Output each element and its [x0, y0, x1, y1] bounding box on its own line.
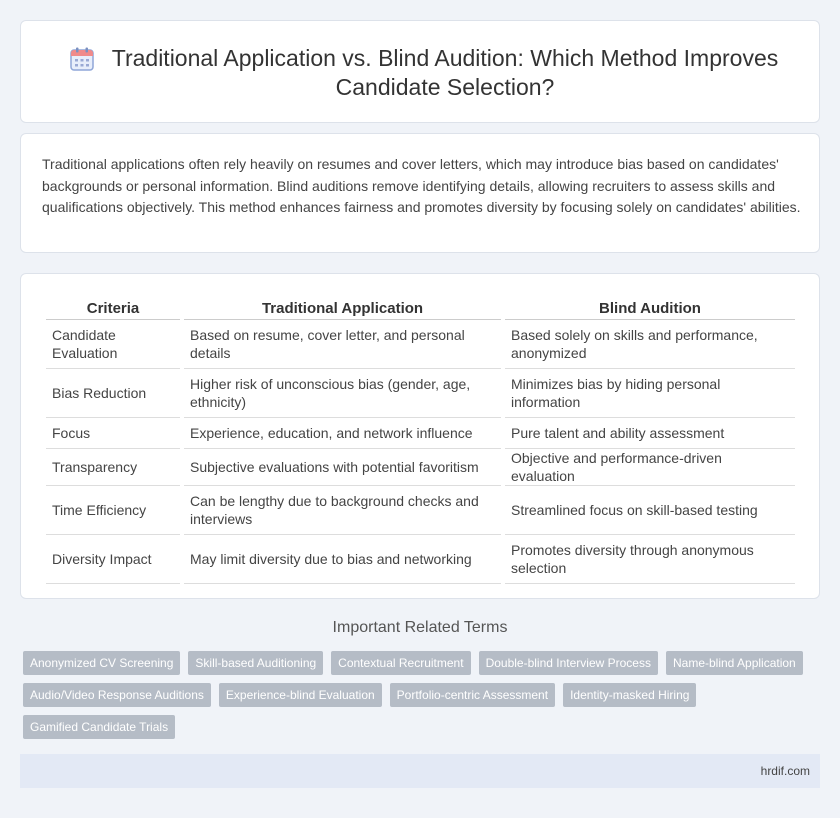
tag-identity-masked-hiring[interactable]: Identity-masked Hiring	[563, 683, 696, 707]
page-title: Traditional Application vs. Blind Audition: Which Method Improves Candidate Selection?	[111, 45, 779, 100]
table-row	[46, 320, 795, 369]
cell-blind: Based solely on skills and performance, anonymized	[505, 320, 795, 369]
footer	[20, 754, 820, 788]
tag-skill-based-auditioning[interactable]: Skill-based Auditioning	[188, 651, 323, 675]
cell-blind: Promotes diversity through anonymous selection	[505, 535, 795, 584]
footer-site-link[interactable]: hrdif.com	[760, 764, 810, 778]
cell-criteria: Focus	[46, 418, 180, 449]
related-terms-tags	[23, 651, 813, 739]
intro-text: Traditional applications often rely heavily on resumes and cover letters, which may introduce bias based on candidates' backgrounds or personal information. Blind auditions remove identifying details, allowing recruiters to assess skills and qualifications objectively. This method enhances fairness and promotes diversity by focusing solely on candidates' abilities.	[42, 156, 801, 215]
tag-name-blind-application[interactable]: Name-blind Application	[666, 651, 803, 675]
cell-traditional: Can be lengthy due to background checks and interviews	[184, 486, 501, 535]
cell-traditional: Subjective evaluations with potential favoritism	[184, 449, 501, 486]
intro-card	[20, 133, 820, 253]
cell-criteria: Time Efficiency	[46, 486, 180, 535]
cell-blind: Pure talent and ability assessment	[505, 418, 795, 449]
tag-contextual-recruitment[interactable]: Contextual Recruitment	[331, 651, 470, 675]
comparison-table	[42, 294, 799, 584]
title-card	[20, 20, 820, 123]
table-header-row	[46, 294, 795, 320]
cell-blind: Streamlined focus on skill-based testing	[505, 486, 795, 535]
tag-audio-video-auditions[interactable]: Audio/Video Response Auditions	[23, 683, 211, 707]
tag-portfolio-centric-assessment[interactable]: Portfolio-centric Assessment	[390, 683, 555, 707]
table-row	[46, 449, 795, 486]
cell-criteria: Diversity Impact	[46, 535, 180, 584]
cell-criteria: Candidate Evaluation	[46, 320, 180, 369]
cell-traditional: Based on resume, cover letter, and personal details	[184, 320, 501, 369]
tag-anonymized-cv-screening[interactable]: Anonymized CV Screening	[23, 651, 180, 675]
cell-blind: Minimizes bias by hiding personal information	[505, 369, 795, 418]
tag-double-blind-interview[interactable]: Double-blind Interview Process	[479, 651, 658, 675]
header-blind: Blind Audition	[505, 294, 795, 320]
cell-criteria: Transparency	[46, 449, 180, 486]
comparison-card	[20, 273, 820, 599]
cell-criteria: Bias Reduction	[46, 369, 180, 418]
cell-traditional: May limit diversity due to bias and networking	[184, 535, 501, 584]
header-criteria: Criteria	[46, 294, 180, 320]
header-traditional: Traditional Application	[184, 294, 501, 320]
cell-blind: Objective and performance-driven evaluation	[505, 449, 795, 486]
tag-experience-blind-evaluation[interactable]: Experience-blind Evaluation	[219, 683, 382, 707]
table-row	[46, 369, 795, 418]
table-row	[46, 486, 795, 535]
tag-gamified-candidate-trials[interactable]: Gamified Candidate Trials	[23, 715, 175, 739]
cell-traditional: Higher risk of unconscious bias (gender, age, ethnicity)	[184, 369, 501, 418]
table-row	[46, 418, 795, 449]
table-row	[46, 535, 795, 584]
cell-traditional: Experience, education, and network influence	[184, 418, 501, 449]
related-terms-title: Important Related Terms	[332, 619, 508, 636]
